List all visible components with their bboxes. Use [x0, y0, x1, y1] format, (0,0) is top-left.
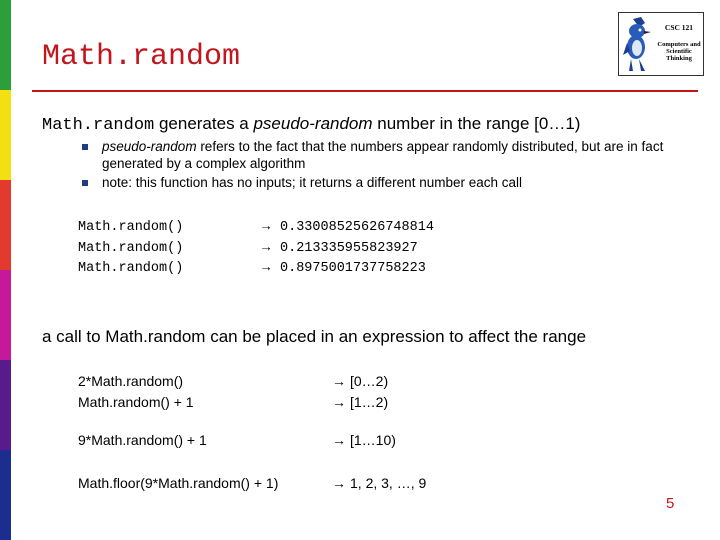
decor-stripe-blue — [0, 450, 11, 540]
intro-emphasis: pseudo-random — [253, 114, 373, 133]
expression-result — [332, 475, 426, 491]
expression: 9*Math.random() + 1 — [78, 432, 207, 448]
expression: Math.floor(9*Math.random() + 1) — [78, 475, 279, 491]
result-value: [1…2) — [350, 394, 389, 410]
expression-result — [332, 432, 396, 448]
course-logo — [618, 12, 704, 76]
bullet-text: note: this function has no inputs; it returns a different number each call — [102, 175, 522, 190]
bullet-square-icon — [82, 144, 88, 150]
list-item — [82, 138, 682, 172]
call-results — [262, 218, 434, 280]
call-line: Math.random() — [78, 240, 184, 256]
bullet-text: refers to the fact that the numbers appear randomly distributed, but are in fact generated by a complex algorithm — [102, 139, 664, 171]
bullet-emphasis: pseudo-random — [102, 139, 197, 154]
arrow-icon: → — [262, 220, 271, 235]
range-heading: a call to Math.random can be placed in an expression to affect the range — [42, 327, 587, 346]
result-value: 0.33008525626748814 — [280, 220, 434, 235]
call-examples — [78, 218, 183, 280]
title-underline — [32, 90, 698, 92]
result-line — [262, 239, 434, 260]
decor-stripe-green — [0, 0, 11, 90]
arrow-icon: → — [332, 394, 346, 410]
logo-subtitle: Computers and Scientific Thinking — [657, 41, 701, 62]
expression-result — [332, 373, 388, 389]
bullet-square-icon — [82, 180, 88, 186]
result-value: 1, 2, 3, …, 9 — [350, 475, 427, 491]
intro-line — [42, 114, 580, 135]
arrow-icon: → — [262, 240, 271, 256]
expression: 2*Math.random() — [78, 373, 184, 389]
logo-caption — [655, 17, 703, 62]
page-number: 5 — [666, 495, 675, 512]
expression: Math.random() + 1 — [78, 394, 194, 410]
arrow-icon: → — [332, 432, 346, 448]
decor-stripe-magenta — [0, 270, 11, 360]
list-item — [82, 174, 682, 191]
result-value: [1…10) — [350, 432, 396, 448]
result-line — [262, 218, 434, 239]
arrow-icon: → — [262, 261, 271, 276]
bullet-list — [82, 138, 682, 193]
bluejay-mascot-icon — [621, 15, 657, 75]
result-value: [0…2) — [350, 373, 389, 389]
result-value: 0.213335955823927 — [280, 240, 418, 256]
intro-text-b: number in the range [0…1) — [372, 114, 581, 133]
call-line: Math.random() — [78, 261, 184, 276]
slide-title: Math.random — [42, 40, 241, 74]
decor-stripe-purple — [0, 360, 11, 450]
result-line — [262, 259, 434, 280]
expression-result — [332, 394, 388, 410]
logo-course: CSC 121 — [664, 23, 694, 32]
call-line: Math.random() — [78, 220, 184, 235]
arrow-icon: → — [332, 475, 346, 491]
result-value: 0.8975001737758223 — [280, 261, 426, 276]
intro-text-a: generates a — [158, 114, 254, 133]
arrow-icon: → — [332, 373, 346, 389]
decor-stripe-yellow — [0, 90, 11, 180]
intro-code: Math.random — [42, 116, 155, 135]
decor-stripe-red — [0, 180, 11, 270]
